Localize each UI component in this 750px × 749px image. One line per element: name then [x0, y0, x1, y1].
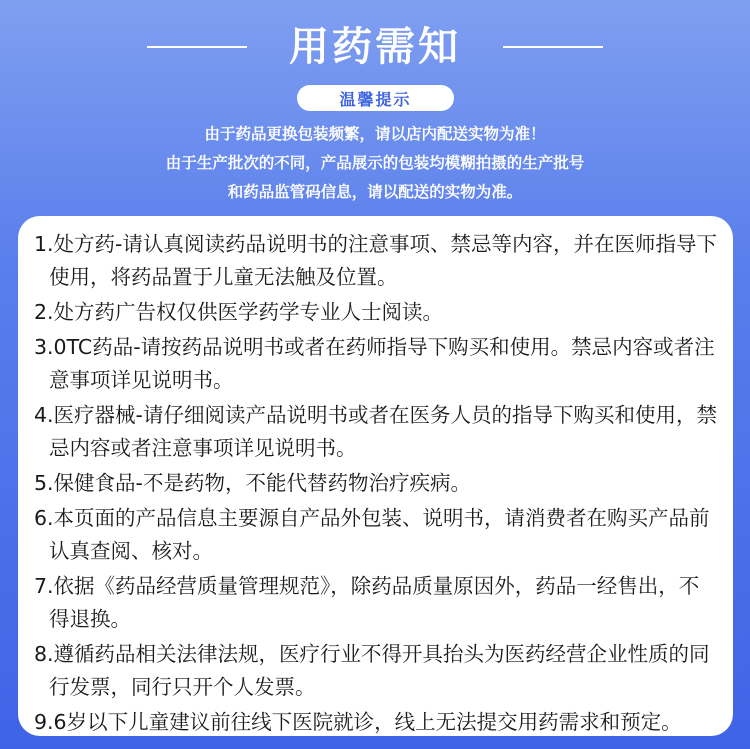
list-item: 4.医疗器械-请仔细阅读产品说明书或者在医务人员的指导下购买和使用，禁忌内容或者注意事项详见说明书。	[34, 403, 717, 460]
list-item: 1.处方药-请认真阅读药品说明书的注意事项、禁忌等内容，并在医师指导下使用，将药品置于儿童无法触及位置。	[34, 232, 717, 289]
notice-line: 和药品监管码信息，请以配送的实物为准。	[227, 183, 523, 201]
page-title: 用药需知	[289, 24, 461, 70]
list-item: 6.本页面的产品信息主要源自产品外包装、说明书，请消费者在购买产品前认真查阅、核对。	[34, 506, 710, 563]
notice-text	[0, 120, 750, 207]
list-item: 3.0TC药品-请按药品说明书或者在药师指导下购买和使用。禁忌内容或者注意事项详见说明书。	[34, 335, 715, 392]
title-right-divider	[503, 46, 603, 48]
list-item: 8.遵循药品相关法律法规，医疗行业不得开具抬头为医药经营企业性质的同行发票，同行只开个人发票。	[34, 642, 710, 699]
list-item: 9.6岁以下儿童建议前往线下医院就诊，线上无法提交用药需求和预定。	[34, 710, 682, 734]
title-left-divider	[147, 46, 247, 48]
tip-badge: 温馨提示	[297, 85, 454, 111]
title-row	[0, 22, 750, 72]
list-item: 7.依据《药品经营质量管理规范》，除药品质量原因外，药品一经售出，不得退换。	[34, 574, 700, 631]
notice-line: 由于生产批次的不同，产品展示的包装均模糊拍摄的生产批号	[165, 154, 585, 172]
list-item: 2.处方药广告权仅供医学药学专业人士阅读。	[34, 300, 444, 324]
list-item: 5.保健食品-不是药物，不能代替药物治疗疾病。	[34, 471, 471, 495]
instructions-card	[18, 216, 733, 736]
notice-line: 由于药品更换包装频繁，请以店内配送实物为准！	[204, 125, 546, 143]
